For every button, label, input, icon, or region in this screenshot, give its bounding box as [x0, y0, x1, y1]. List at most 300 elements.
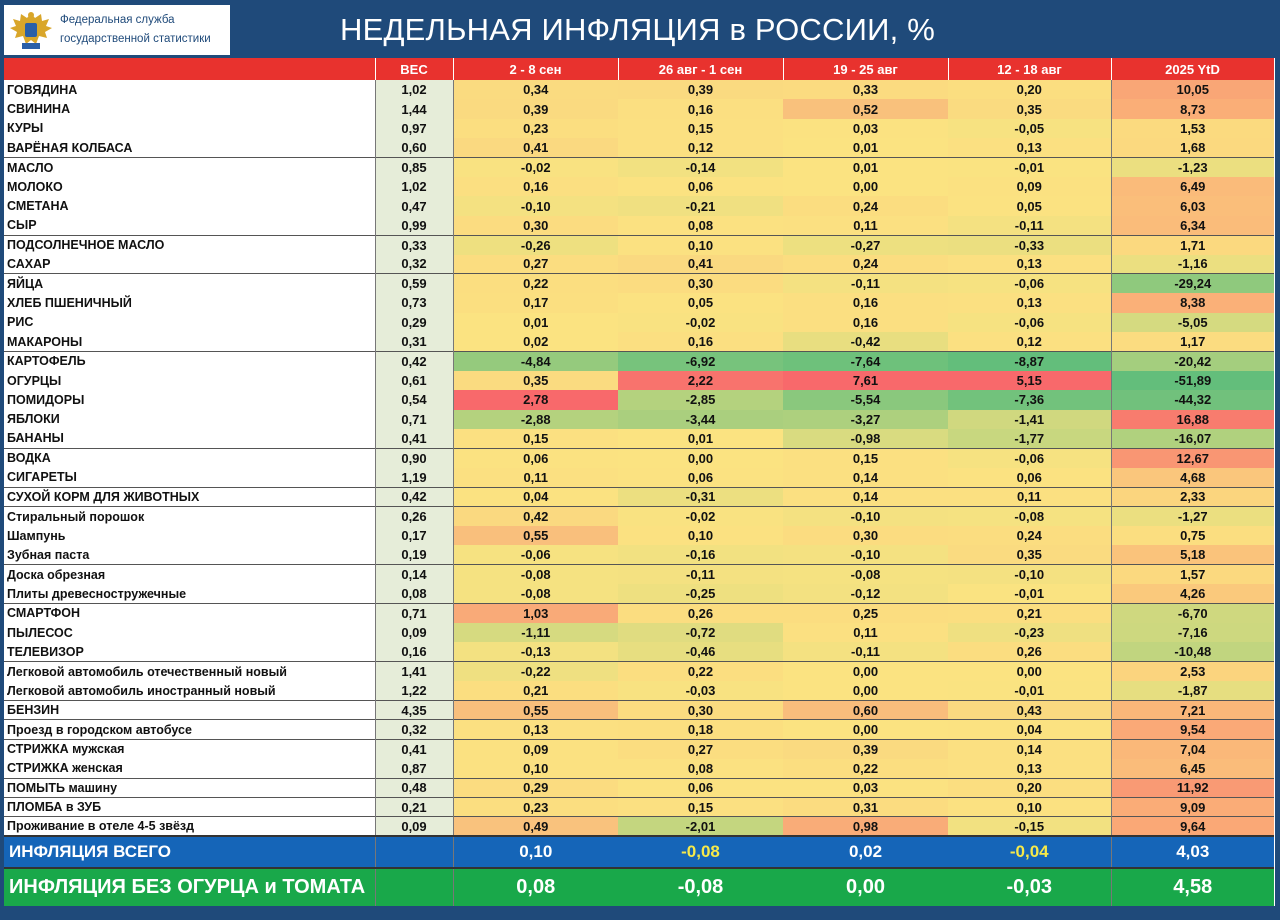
ytd-value: 0,75 — [1111, 526, 1274, 545]
ytd-value: 9,54 — [1111, 720, 1274, 739]
week-value-1: 0,12 — [618, 138, 783, 157]
ytd-value: 6,45 — [1111, 759, 1274, 778]
ytd-value: -1,16 — [1111, 255, 1274, 274]
week-value-3: -0,01 — [948, 158, 1111, 177]
row-name: БЕНЗИН — [4, 701, 375, 720]
table-row — [4, 681, 1274, 700]
row-name: ВАРЁНАЯ КОЛБАСА — [4, 138, 375, 157]
table-row — [4, 255, 1274, 274]
table-row — [4, 778, 1274, 797]
table-row — [4, 448, 1274, 467]
row-weight: 0,16 — [375, 642, 453, 661]
week-value-2: -5,54 — [783, 390, 948, 409]
week-value-3: 0,13 — [948, 759, 1111, 778]
table-row — [4, 332, 1274, 351]
week-value-1: 0,18 — [618, 720, 783, 739]
week-value-2: 0,25 — [783, 604, 948, 623]
table-row — [4, 216, 1274, 235]
ytd-value: 2,53 — [1111, 662, 1274, 681]
week-value-3: -8,87 — [948, 351, 1111, 370]
row-name: Проживание в отеле 4-5 звёзд — [4, 817, 375, 836]
row-name: СТРИЖКА мужская — [4, 739, 375, 758]
row-weight: 0,47 — [375, 196, 453, 215]
week-value-2: 0,98 — [783, 817, 948, 836]
table-row — [4, 351, 1274, 370]
row-weight: 0,29 — [375, 313, 453, 332]
column-header-0 — [4, 58, 375, 80]
row-weight: 1,19 — [375, 468, 453, 487]
ytd-value: 8,38 — [1111, 293, 1274, 312]
week-value-3: 0,11 — [948, 487, 1111, 506]
week-value-0: 0,34 — [453, 80, 618, 99]
week-value-3: 0,26 — [948, 642, 1111, 661]
summary-label: ИНФЛЯЦИЯ ВСЕГО — [4, 836, 375, 868]
row-weight: 0,41 — [375, 429, 453, 448]
week-value-3: 0,20 — [948, 80, 1111, 99]
week-value-1: 0,22 — [618, 662, 783, 681]
table-row — [4, 429, 1274, 448]
row-name: ХЛЕБ ПШЕНИЧНЫЙ — [4, 293, 375, 312]
ytd-value: -44,32 — [1111, 390, 1274, 409]
row-name: ГОВЯДИНА — [4, 80, 375, 99]
ytd-value: 7,21 — [1111, 701, 1274, 720]
row-weight: 0,19 — [375, 545, 453, 564]
table-header-row — [4, 58, 1274, 80]
row-weight: 1,44 — [375, 99, 453, 118]
week-value-2: -0,12 — [783, 584, 948, 603]
eagle-emblem-icon — [8, 9, 54, 51]
org-name-line2: государственной статистики — [60, 33, 211, 45]
week-value-1: -0,02 — [618, 507, 783, 526]
week-value-0: 0,29 — [453, 778, 618, 797]
week-value-3: -0,11 — [948, 216, 1111, 235]
week-value-3: 0,09 — [948, 177, 1111, 196]
week-value-1: 0,26 — [618, 604, 783, 623]
total-inflation-row — [4, 836, 1274, 868]
week-value-2: 0,16 — [783, 313, 948, 332]
week-value-3: -0,06 — [948, 274, 1111, 293]
table-row — [4, 371, 1274, 390]
week-value-2: 0,60 — [783, 701, 948, 720]
week-value-1: 0,06 — [618, 778, 783, 797]
week-value-0: -0,26 — [453, 235, 618, 254]
week-value-3: -0,15 — [948, 817, 1111, 836]
week-value-3: -0,06 — [948, 448, 1111, 467]
week-value-3: 0,24 — [948, 526, 1111, 545]
week-value-2: 0,14 — [783, 487, 948, 506]
row-weight: 0,14 — [375, 565, 453, 584]
week-value-3: 0,00 — [948, 662, 1111, 681]
ytd-value: -29,24 — [1111, 274, 1274, 293]
summary-label: ИНФЛЯЦИЯ БЕЗ ОГУРЦА и ТОМАТА — [4, 868, 375, 906]
week-value-1: 0,00 — [618, 448, 783, 467]
week-value-2: 0,11 — [783, 216, 948, 235]
week-value-0: 2,78 — [453, 390, 618, 409]
week-value-0: 0,49 — [453, 817, 618, 836]
week-value-3: -1,41 — [948, 410, 1111, 429]
row-weight: 0,61 — [375, 371, 453, 390]
week-value-0: -0,06 — [453, 545, 618, 564]
ytd-value: -1,87 — [1111, 681, 1274, 700]
row-name: Легковой автомобиль иностранный новый — [4, 681, 375, 700]
row-name: ПОДСОЛНЕЧНОЕ МАСЛО — [4, 235, 375, 254]
ytd-value: -51,89 — [1111, 371, 1274, 390]
ytd-value: 5,18 — [1111, 545, 1274, 564]
table-row — [4, 797, 1274, 816]
week-value-2: 0,15 — [783, 448, 948, 467]
week-value-3: -0,10 — [948, 565, 1111, 584]
table-row — [4, 390, 1274, 409]
ytd-value: -7,16 — [1111, 623, 1274, 642]
column-header-6: 2025 YtD — [1111, 58, 1274, 80]
table-row — [4, 662, 1274, 681]
row-weight: 0,99 — [375, 216, 453, 235]
week-value-0: 0,11 — [453, 468, 618, 487]
ytd-value: 8,73 — [1111, 99, 1274, 118]
table-row — [4, 565, 1274, 584]
week-value-1: -0,31 — [618, 487, 783, 506]
row-weight: 0,08 — [375, 584, 453, 603]
week-value-3: 0,13 — [948, 255, 1111, 274]
week-value-3: 0,13 — [948, 138, 1111, 157]
row-name: СМЕТАНА — [4, 196, 375, 215]
week-value-0: -0,10 — [453, 196, 618, 215]
row-name: ТЕЛЕВИЗОР — [4, 642, 375, 661]
week-value-0: -0,22 — [453, 662, 618, 681]
week-value-2: 0,16 — [783, 293, 948, 312]
ytd-value: 9,09 — [1111, 797, 1274, 816]
week-value-0: 0,13 — [453, 720, 618, 739]
row-name: БАНАНЫ — [4, 429, 375, 448]
week-value-2: 0,03 — [783, 778, 948, 797]
week-value-1: -2,01 — [618, 817, 783, 836]
week-value-1: 0,08 — [618, 759, 783, 778]
table-row — [4, 119, 1274, 138]
week-value-2: -0,42 — [783, 332, 948, 351]
ytd-value: -10,48 — [1111, 642, 1274, 661]
row-name: КУРЫ — [4, 119, 375, 138]
week-value-0: 0,06 — [453, 448, 618, 467]
row-name: СУХОЙ КОРМ ДЛЯ ЖИВОТНЫХ — [4, 487, 375, 506]
row-weight: 4,35 — [375, 701, 453, 720]
header-bar — [0, 0, 1280, 58]
row-weight: 0,32 — [375, 720, 453, 739]
week-value-0: 0,35 — [453, 371, 618, 390]
week-value-0: -2,88 — [453, 410, 618, 429]
row-weight: 0,41 — [375, 739, 453, 758]
week-value-2: -0,11 — [783, 274, 948, 293]
row-name: Плиты древесностружечные — [4, 584, 375, 603]
row-name: МОЛОКО — [4, 177, 375, 196]
week-value-2: 0,14 — [783, 468, 948, 487]
table-row — [4, 739, 1274, 758]
ytd-value: 1,68 — [1111, 138, 1274, 157]
ytd-value: 6,03 — [1111, 196, 1274, 215]
week-value-3: 0,35 — [948, 545, 1111, 564]
week-value-0: -0,08 — [453, 565, 618, 584]
week-value-1: 2,22 — [618, 371, 783, 390]
week-value-1: 0,15 — [618, 119, 783, 138]
row-name: ПЫЛЕСОС — [4, 623, 375, 642]
row-name: ОГУРЦЫ — [4, 371, 375, 390]
week-value-0: 0,01 — [453, 313, 618, 332]
week-value-3: 0,43 — [948, 701, 1111, 720]
row-weight: 1,02 — [375, 80, 453, 99]
ytd-value: -6,70 — [1111, 604, 1274, 623]
week-value-2: 0,39 — [783, 739, 948, 758]
week-value-0: 0,23 — [453, 797, 618, 816]
week-value-1: -2,85 — [618, 390, 783, 409]
week-value-2: 0,24 — [783, 255, 948, 274]
week-value-3: 0,13 — [948, 293, 1111, 312]
week-value-2: -3,27 — [783, 410, 948, 429]
week-value-2: 0,24 — [783, 196, 948, 215]
table-row — [4, 604, 1274, 623]
row-weight: 1,02 — [375, 177, 453, 196]
row-weight: 0,71 — [375, 604, 453, 623]
table-row — [4, 487, 1274, 506]
week-value-1: 0,15 — [618, 797, 783, 816]
table-row — [4, 235, 1274, 254]
ytd-value: 4,26 — [1111, 584, 1274, 603]
table-row — [4, 138, 1274, 157]
summary-week-value-2: 0,02 — [783, 836, 948, 868]
row-weight: 0,09 — [375, 623, 453, 642]
row-name: ЯЙЦА — [4, 274, 375, 293]
table-row — [4, 274, 1274, 293]
week-value-2: -0,08 — [783, 565, 948, 584]
row-name: ВОДКА — [4, 448, 375, 467]
summary-week-value-0: 0,08 — [453, 868, 618, 906]
summary-week-value-3: -0,04 — [948, 836, 1111, 868]
week-value-0: -0,08 — [453, 584, 618, 603]
ytd-value: 10,05 — [1111, 80, 1274, 99]
week-value-0: -0,13 — [453, 642, 618, 661]
table-row — [4, 468, 1274, 487]
row-name: ПЛОМБА в ЗУБ — [4, 797, 375, 816]
week-value-1: 0,16 — [618, 99, 783, 118]
week-value-2: -7,64 — [783, 351, 948, 370]
column-header-3: 26 авг - 1 сен — [618, 58, 783, 80]
week-value-2: 0,22 — [783, 759, 948, 778]
week-value-0: 0,27 — [453, 255, 618, 274]
week-value-1: 0,27 — [618, 739, 783, 758]
row-name: ПОМЫТЬ машину — [4, 778, 375, 797]
week-value-1: 0,39 — [618, 80, 783, 99]
ytd-value: -16,07 — [1111, 429, 1274, 448]
ytd-value: 2,33 — [1111, 487, 1274, 506]
row-name: Зубная паста — [4, 545, 375, 564]
row-name: СТРИЖКА женская — [4, 759, 375, 778]
ytd-value: -20,42 — [1111, 351, 1274, 370]
week-value-3: 0,14 — [948, 739, 1111, 758]
table-row — [4, 177, 1274, 196]
row-name: САХАР — [4, 255, 375, 274]
table-row — [4, 720, 1274, 739]
table-row — [4, 817, 1274, 836]
row-weight: 0,73 — [375, 293, 453, 312]
table-row — [4, 313, 1274, 332]
week-value-2: 0,33 — [783, 80, 948, 99]
week-value-1: 0,05 — [618, 293, 783, 312]
week-value-1: 0,30 — [618, 274, 783, 293]
rosstat-logo — [4, 5, 230, 55]
ytd-value: -1,27 — [1111, 507, 1274, 526]
table-row — [4, 99, 1274, 118]
week-value-0: 0,42 — [453, 507, 618, 526]
inflation-table — [4, 58, 1275, 906]
ytd-value: 12,67 — [1111, 448, 1274, 467]
week-value-2: -0,10 — [783, 545, 948, 564]
week-value-3: -7,36 — [948, 390, 1111, 409]
week-value-2: 0,00 — [783, 662, 948, 681]
week-value-0: 0,15 — [453, 429, 618, 448]
week-value-1: 0,41 — [618, 255, 783, 274]
week-value-2: 0,01 — [783, 138, 948, 157]
week-value-3: 0,06 — [948, 468, 1111, 487]
table-row — [4, 410, 1274, 429]
week-value-2: 0,00 — [783, 177, 948, 196]
week-value-0: 0,30 — [453, 216, 618, 235]
summary-week-value-1: -0,08 — [618, 836, 783, 868]
week-value-1: -0,72 — [618, 623, 783, 642]
ytd-value: 6,34 — [1111, 216, 1274, 235]
table-row — [4, 158, 1274, 177]
week-value-3: 0,20 — [948, 778, 1111, 797]
row-name: СМАРТФОН — [4, 604, 375, 623]
week-value-2: -0,98 — [783, 429, 948, 448]
summary-week-value-1: -0,08 — [618, 868, 783, 906]
table-row — [4, 196, 1274, 215]
week-value-1: -3,44 — [618, 410, 783, 429]
week-value-1: -0,11 — [618, 565, 783, 584]
summary-weight-empty — [375, 868, 453, 906]
row-name: СИГАРЕТЫ — [4, 468, 375, 487]
week-value-0: 0,10 — [453, 759, 618, 778]
week-value-2: -0,27 — [783, 235, 948, 254]
column-header-4: 19 - 25 авг — [783, 58, 948, 80]
week-value-1: 0,06 — [618, 177, 783, 196]
week-value-1: -0,03 — [618, 681, 783, 700]
ytd-value: 16,88 — [1111, 410, 1274, 429]
week-value-0: -0,02 — [453, 158, 618, 177]
week-value-3: -0,05 — [948, 119, 1111, 138]
row-name: Доска обрезная — [4, 565, 375, 584]
week-value-1: -0,21 — [618, 196, 783, 215]
row-weight: 0,32 — [375, 255, 453, 274]
week-value-2: -0,10 — [783, 507, 948, 526]
table-row — [4, 584, 1274, 603]
week-value-2: 0,30 — [783, 526, 948, 545]
row-weight: 0,85 — [375, 158, 453, 177]
table-row — [4, 293, 1274, 312]
week-value-0: 0,21 — [453, 681, 618, 700]
week-value-1: -0,16 — [618, 545, 783, 564]
row-name: Проезд в городском автобусе — [4, 720, 375, 739]
table-row — [4, 545, 1274, 564]
row-weight: 0,97 — [375, 119, 453, 138]
row-weight: 0,33 — [375, 235, 453, 254]
row-weight: 0,42 — [375, 487, 453, 506]
week-value-1: 0,06 — [618, 468, 783, 487]
ytd-value: 1,71 — [1111, 235, 1274, 254]
week-value-0: 0,23 — [453, 119, 618, 138]
page-title: НЕДЕЛЬНАЯ ИНФЛЯЦИЯ в РОССИИ, % — [340, 12, 935, 47]
week-value-1: -0,02 — [618, 313, 783, 332]
row-name: КАРТОФЕЛЬ — [4, 351, 375, 370]
row-weight: 0,48 — [375, 778, 453, 797]
column-header-1: ВЕС — [375, 58, 453, 80]
week-value-3: -0,06 — [948, 313, 1111, 332]
week-value-1: -0,14 — [618, 158, 783, 177]
week-value-0: 0,39 — [453, 99, 618, 118]
row-weight: 0,26 — [375, 507, 453, 526]
week-value-1: 0,01 — [618, 429, 783, 448]
column-header-2: 2 - 8 сен — [453, 58, 618, 80]
week-value-1: 0,10 — [618, 526, 783, 545]
summary-week-value-0: 0,10 — [453, 836, 618, 868]
row-name: СВИНИНА — [4, 99, 375, 118]
table-row — [4, 642, 1274, 661]
week-value-0: 0,41 — [453, 138, 618, 157]
row-weight: 0,87 — [375, 759, 453, 778]
column-header-5: 12 - 18 авг — [948, 58, 1111, 80]
ytd-value: -5,05 — [1111, 313, 1274, 332]
row-name: РИС — [4, 313, 375, 332]
row-weight: 1,22 — [375, 681, 453, 700]
week-value-0: 1,03 — [453, 604, 618, 623]
ytd-value: -1,23 — [1111, 158, 1274, 177]
week-value-2: -0,11 — [783, 642, 948, 661]
week-value-2: 0,52 — [783, 99, 948, 118]
ytd-value: 1,57 — [1111, 565, 1274, 584]
row-weight: 0,09 — [375, 817, 453, 836]
table-row — [4, 701, 1274, 720]
row-name: МАСЛО — [4, 158, 375, 177]
summary-ytd-value: 4,58 — [1111, 868, 1274, 906]
summary-week-value-3: -0,03 — [948, 868, 1111, 906]
row-weight: 0,60 — [375, 138, 453, 157]
week-value-1: -0,46 — [618, 642, 783, 661]
table-row — [4, 759, 1274, 778]
week-value-3: 0,04 — [948, 720, 1111, 739]
week-value-1: 0,10 — [618, 235, 783, 254]
row-name: Стиральный порошок — [4, 507, 375, 526]
week-value-3: 0,12 — [948, 332, 1111, 351]
ytd-value: 1,17 — [1111, 332, 1274, 351]
ytd-value: 4,68 — [1111, 468, 1274, 487]
week-value-2: 0,03 — [783, 119, 948, 138]
week-value-3: 0,10 — [948, 797, 1111, 816]
week-value-0: 0,16 — [453, 177, 618, 196]
week-value-3: 0,21 — [948, 604, 1111, 623]
row-weight: 0,71 — [375, 410, 453, 429]
summary-weight-empty — [375, 836, 453, 868]
week-value-0: 0,22 — [453, 274, 618, 293]
week-value-0: 0,55 — [453, 701, 618, 720]
week-value-1: 0,08 — [618, 216, 783, 235]
week-value-3: -1,77 — [948, 429, 1111, 448]
week-value-1: 0,30 — [618, 701, 783, 720]
week-value-3: -0,01 — [948, 681, 1111, 700]
week-value-3: 5,15 — [948, 371, 1111, 390]
table-row — [4, 507, 1274, 526]
week-value-2: 0,00 — [783, 720, 948, 739]
week-value-3: 0,35 — [948, 99, 1111, 118]
org-name-line1: Федеральная служба — [60, 14, 175, 26]
ytd-value: 11,92 — [1111, 778, 1274, 797]
row-name: СЫР — [4, 216, 375, 235]
